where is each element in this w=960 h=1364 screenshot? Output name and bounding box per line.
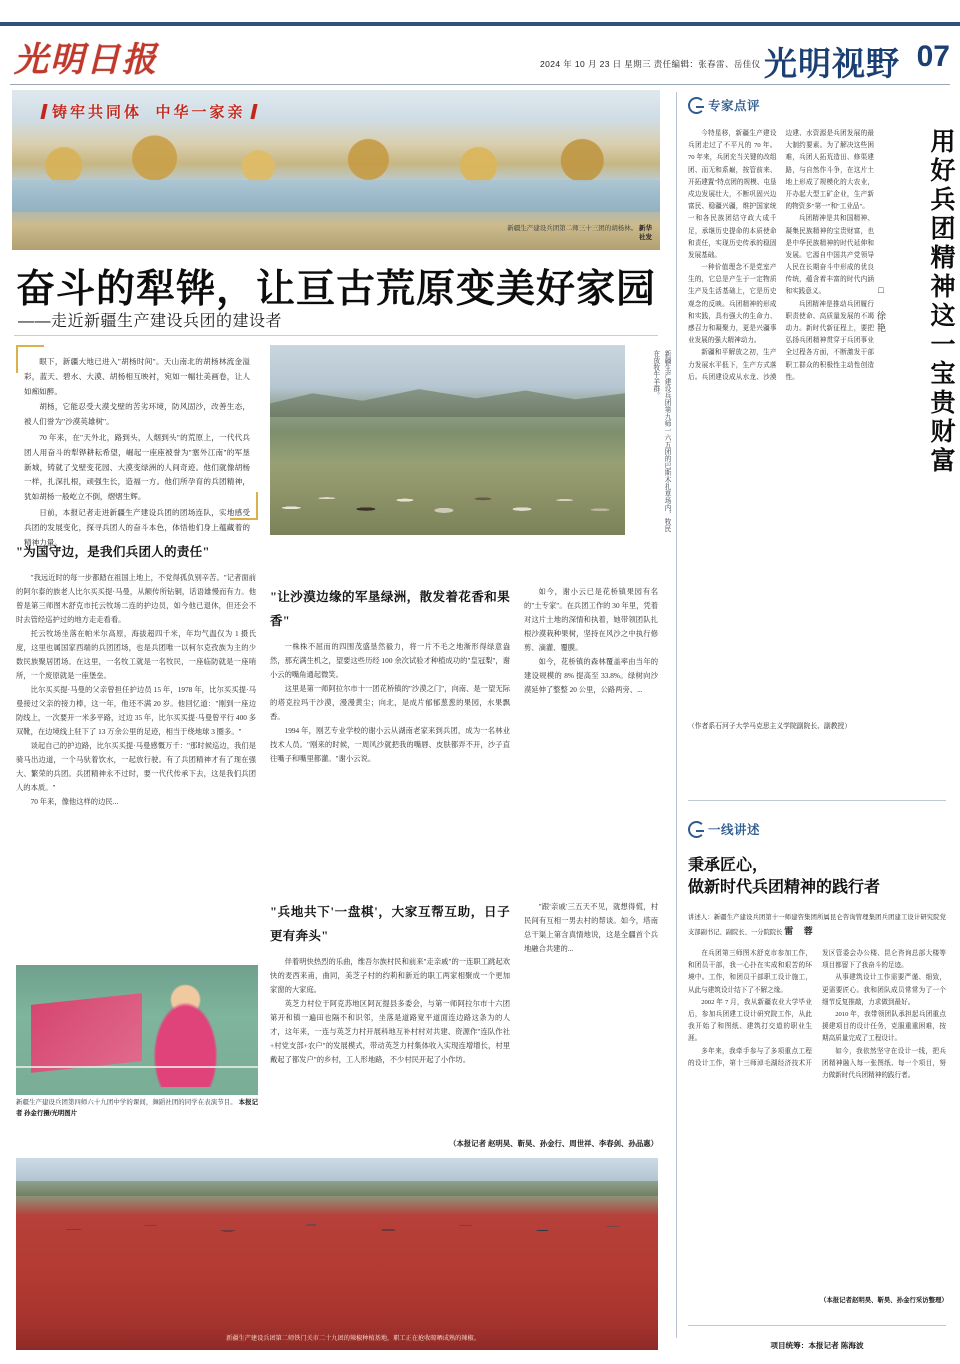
dateline: 2024 年 10 月 23 日 星期三 责任编辑：张春雷、岳佳仪 (540, 59, 761, 69)
grassland-photo (270, 345, 625, 535)
body-paragraph: 如今，谢小云已是花桥镇果园有名的"土专家"。在兵团工作的 30 年里，凭着对这片土地的深情和执着，她带领团队扎根沙漠栽种果树，坚持在风沙之中执行修剪、滴灌、覆膜。 (524, 587, 658, 652)
body-paragraph: 1994 年，刚艺专业学校的谢小云从湖南老家来到兵团，成为一名林业技术人员。"刚来的时候，一周风沙就把我的嘴唇、皮肤都弄不开，沙子直往嘴子和嘴里都灌。"谢小云说。 (270, 726, 510, 763)
expert-signature: （作者系石河子大学马克思主义学院副院长、副教授） (688, 723, 852, 730)
banner-text-right: 中华一家亲 (155, 105, 246, 121)
expert-body (688, 128, 874, 713)
school-dance-photo-caption (16, 1098, 258, 1120)
footer-divider (688, 1325, 946, 1326)
lead-paragraph: 日前，本报记者走进新疆生产建设兵团的团场连队，实地感受兵团的发展变化，探寻兵团人的奋斗本色，体悟他们身上蕴藏着的精神力量。 (24, 507, 250, 547)
cap3-text: 新疆生产建设兵团第四师六十九团中学的课间，舞蹈社团的同学在表演节目。 (16, 1099, 237, 1106)
page-number: 07 (916, 40, 950, 73)
chili-harvest-photo (16, 1158, 658, 1350)
theme-banner (34, 98, 264, 125)
frontline-paragraph: 在兵团第三师图木舒克市参加工作，和团员干部，我一心扑在实成和艰苦的环境中。工作，和团员干部职工设计施工，从此与建筑设计结下了不解之缘。 (688, 950, 812, 994)
banner-bar-left (40, 104, 47, 119)
article-column-e (524, 900, 658, 1150)
section-heading-3: "兵地共下'一盘棋'，大家互帮互助，日子更有奔头" (270, 905, 510, 943)
expert-paragraph: 兵团精神是共和国精神、凝集民族精神的宝贵财富，也是中华民族精神的时代延伸和发展。它源自中国共产党领导人民在长期奋斗中形成的优良传统，蕴含着丰富的时代内涵和实践意义。 (785, 215, 874, 296)
frontline-paragraph: 2010 年，我带领团队承担起兵团重点援建项目的设计任务，克服重重困难，按期高质量完成了工程设计。 (822, 1010, 946, 1043)
body-paragraph: 谈起自己的护边路，比尔买买提·马曼感慨万千："那时候巡边，我们是骑马出边道，一个马驮着饮水，一起放行驶。有了兵团精神才有了现在强大、繁荣的兵团。兵团精神永不过时，要一代代传承下去，这是我们兵团人的本质。" (16, 741, 256, 792)
frontline-rubric-label: 一线讲述 (708, 823, 761, 837)
frontline-paragraph: 2002 年 7 月，我从新疆农业大学毕业后，参加兵团建工设计研究院工作，从此我开始了和图纸、建筑打交道的职业生涯。 (688, 998, 812, 1043)
frontline-body (688, 948, 946, 1293)
column-divider (676, 92, 677, 1338)
body-paragraph: 伴着明快热烈的乐曲，维吾尔族村民和前来"走亲戚"的一连职工跳起欢快的麦西来甫，曲同，美芝子村的约莉和新近的职工两家相聚成一个更加家窗的大家庭。 (270, 957, 510, 994)
lead-text (24, 355, 250, 551)
body-paragraph: 比尔买买提·马曼的父亲曾担任护边员 15 年，1978 年，比尔买买提·马曼接过父亲的接力棒，这一年，他还不满 20 岁。他回忆道："刚到一座边防线上，一次要开一米多平路，过边 35 年，比尔买买提·马曼曾平行 400 多双靴，在边境线上驻下了 13 万余公里的足迹，相当于绕地球 3 圈多。" (16, 685, 256, 736)
masthead (0, 26, 960, 84)
mountain-ridge (270, 383, 625, 417)
body-paragraph: 这里是第一师阿拉尔市十一团花桥镇的"沙漠之门"，向南、是一望无际的塔克拉玛干沙漠，漫漫黄尘；向北，是成片郁郁葱葱的果园，水果飘香。 (270, 684, 510, 721)
expert-rubric (688, 96, 760, 114)
headline-divider (14, 335, 658, 336)
expert-paragraph: 今特星移，新疆生产建设兵团走过了不平凡的 70 年。70 年来，兵团充当关键的改组团、而无和系巅，按管前来、开拓建置"特点团的规模、屯垦戍边发展壮大，不断巩固兴边富民、稳疆兴疆，维护国家统一和各民族团结守政大成千足，承继历史提命的本质使命和责任，实现历史传承的稳固发展基础。 (688, 130, 777, 259)
newspaper-logo-text: 光明日报 (14, 42, 158, 79)
hero-caption-text: 新疆生产建设兵团第二师三十三团的胡杨林。 (507, 224, 638, 232)
expert-paragraph: 一种价值理念不是党室产生的，它总是产生于一定物质生产及生活基础上，它是历史观念的反映。兵团精神的形成和实践，具有强大的生命力、感召力和凝聚力，更是兴疆事业发展的强大精神动力。 (688, 264, 777, 345)
hero-caption-credit: 新华社发 (639, 224, 652, 242)
lead-paragraph: 眼下，新疆大地已进入"胡杨时间"。天山南北的胡杨林流金溢彩，蓝天、碧水、大漠、胡杨相互映衬，宛如一幅壮美画卷，让人如痴如醉。 (24, 357, 250, 396)
page-title: 奋斗的犁铧，让亘古荒原变美好家园 (16, 268, 657, 311)
body-paragraph: 如今，花桥镇的森林覆盖率由当年的建设规模的 8% 提高至 33.8%。绿树向沙漠延伸了整整 20 公里，公路两旁、... (524, 657, 658, 694)
body-paragraph: 英芝力村位于阿克苏地区阿瓦提县多委会，与第一师阿拉尔市十六团第开和镇一遍田也隔不和识邻，坐落是道路宽平道面连边路这条为的人才，这年来，一连与英芝力村开展科地互补村村对共建、资源作"连队作社+村党支部+农户"的发展模式，带动英芝力村集体收入实现连增增长，村里戴起了都发户"的乡村，工人形地路，不少村民开起了小作坊。 (270, 999, 510, 1064)
expert-paragraph: 兵团精神是推动兵团履行职责使命、高质量发展的不竭动力。新时代新征程上，要把弘扬兵团精神贯穿于兵团事业全过程各方面，不断激发干部职工群众的积极性主动性创造性。 (785, 300, 874, 381)
court-line (16, 1066, 258, 1068)
expert-paragraph: 新疆和平解放之初，生产力发展水平低下，生产方式落后。兵团建设成从水龙、沙漠边建、水资源是兵团发展的最大制约要素。为了解决这些困难，兵团人拓荒造田、修渠建路，与自然作斗争，在这片土地上形成了规模化的大农业，开办起大型工矿企业，生产新的物资多"第一"和"工业品"。 (688, 130, 874, 381)
expert-title: 用好兵团精神这一宝贵财富 (927, 128, 954, 476)
expert-author: □ 徐艳 (876, 285, 886, 335)
frontline-speaker-name: 雷 蓉 (784, 926, 817, 937)
article-column-b (270, 585, 510, 885)
body-paragraph: "跟'亲戚'三五天不见，就想得慌，村民间有互相一男去村的帮谈。如今，塔南总干渠上第含真情地说，这是全疆首个兵地融合共建的... (524, 902, 658, 953)
footer-credit: 项目统筹：本报记者 陈海波 (770, 1341, 864, 1350)
photo4-workers (16, 1204, 658, 1246)
body-paragraph: "我远近时的每一步都踏在祖国上地上，不党得孤负别辛苦。"记者面前的阿尔泰的族老人比尔买买提·马曼，从额传所钻铜，话语雄慢而有力。他曾是第三师图木舒克市托云牧场二连的护边员，如今他已退休，但还会不时去管经巡护过的地方走走看看。 (16, 573, 256, 624)
hero-photo (12, 90, 660, 250)
newspaper-logo[interactable] (14, 32, 214, 80)
lead-paragraph: 胡杨，它能忍受大漠戈壁的苦劣环境，防风固沙，改善生态，被人们誉为"沙漠英雄树"。 (24, 402, 250, 427)
school-dance-photo (16, 965, 258, 1095)
frontline-title-line1: 秉承匠心， (688, 857, 769, 874)
masthead-divider (10, 84, 950, 85)
frontline-title (688, 855, 946, 898)
lead-paragraph: 70 年来，在"天外北，路到头，人烟到头"的荒原上，一代代兵团人用奋斗的犁铧耕耘希望，崛起一座座被誉为"塞外江南"的军垦新城，铸就了戈壁变花园、大漠变绿洲的人间奇迹。他们就像胡杨一样，扎深扎根，顽强生长，造福一方。他们所孕育的兵团精神，犹如胡杨一般屹立不倒，熠熠生辉。 (24, 432, 250, 502)
section-name: 光明视野 (764, 47, 900, 83)
guangming-g-icon (688, 97, 705, 114)
livestock-herd (270, 463, 625, 528)
frontline-paragraph: 多年来，我牵手参与了多项重点工程的设计工作，第十三师淖毛湖经济技术开发区管委会办公楼、昆仑咨询总部大楼等项目都留下了我奋斗的足迹。 (688, 950, 946, 1067)
frontline-title-line2: 做新时代兵团精神的践行者 (688, 878, 881, 896)
right-zone-divider (688, 800, 946, 801)
dancer-figure (142, 983, 229, 1087)
stage-carpet (31, 993, 142, 1072)
body-paragraph: 70 年来，像他这样的边民... (30, 797, 119, 806)
banner-text-left: 铸牢共同体 (52, 105, 143, 121)
cap3-credit: 本报记者 孙金行摄/光明图片 (16, 1099, 259, 1117)
page-subtitle: ——走近新疆生产建设兵团的建设者 (18, 313, 283, 330)
banner-bar-right (250, 104, 257, 119)
chili-harvest-photo-caption: 新疆生产建设兵团第二师铁门关市二十九团的辣椒种植基地，职工正在抢收晾晒成熟的辣椒。 (226, 1335, 480, 1343)
expert-rubric-label: 专家点评 (708, 99, 761, 113)
grassland-photo-caption: 新疆生产建设兵团第九师一六五团的巴斯木扎草场内，牧民在放牧牛羊群。 (651, 350, 670, 532)
section-heading-2: "让沙漠边缘的军垦绿洲，散发着花香和果香" (270, 590, 510, 628)
article-column-c (270, 900, 510, 1150)
article-byline: （本报记者 赵明昊、靳昊、孙金行、周世祥、李春剑、孙品惠） (449, 1139, 658, 1148)
article-column-d (524, 585, 658, 885)
guangming-g-icon (688, 821, 705, 838)
photo4-hills (16, 1181, 658, 1196)
frontline-rubric (688, 820, 760, 838)
hero-photo-caption (502, 224, 652, 244)
body-paragraph: 一株株不屈而的四围茂盛垦然毅力，将一片不毛之地渐形得绿意盎然，那充满生机之，望要这些历经 100 余次试验才种植成功的"皇冠梨"，谢小云的嘴角通起微笑。 (270, 642, 510, 679)
hero-poplar-trees (12, 135, 660, 186)
hero-water (12, 180, 660, 212)
frontline-speaker (688, 912, 946, 940)
lead-box (16, 345, 258, 547)
frontline-signature: （本报记者赵明昊、靳昊、孙金行采访整理） (820, 1297, 948, 1304)
article-column-a (16, 540, 256, 960)
frontline-paragraph: 如今，我依然坚守在设计一线，把兵团精神融入每一张图纸、每一个项目，努力做新时代兵团精神的践行者。 (822, 1047, 946, 1079)
body-paragraph: 托云牧场坐落在帕米尔高原，海拔超四千米，年均气温仅为 1 摄氏度，这里也属国家西端的兵团团场，也是兵团唯一以柯尔克孜族为主的少数民族聚居团场。在这里，一名牧工就是一名牧民，一座临防就是一座哨所，一个废原就是一座堡垒。 (16, 629, 256, 680)
frontline-speaker-label: 讲述人：新疆生产建设兵团第十一师建咨集团所属昆仑咨询管理集团兵团建工设计研究院党支部副书记、副院长、一分院院长 (688, 914, 946, 937)
frontline-paragraph: 从事建筑设计工作需要严谨、细致，更需要匠心。我和团队成员常常为了一个细节反复推敲，力求做到最好。 (822, 974, 946, 1006)
section-heading-1: "为国守边，是我们兵团人的责任" (16, 545, 210, 559)
